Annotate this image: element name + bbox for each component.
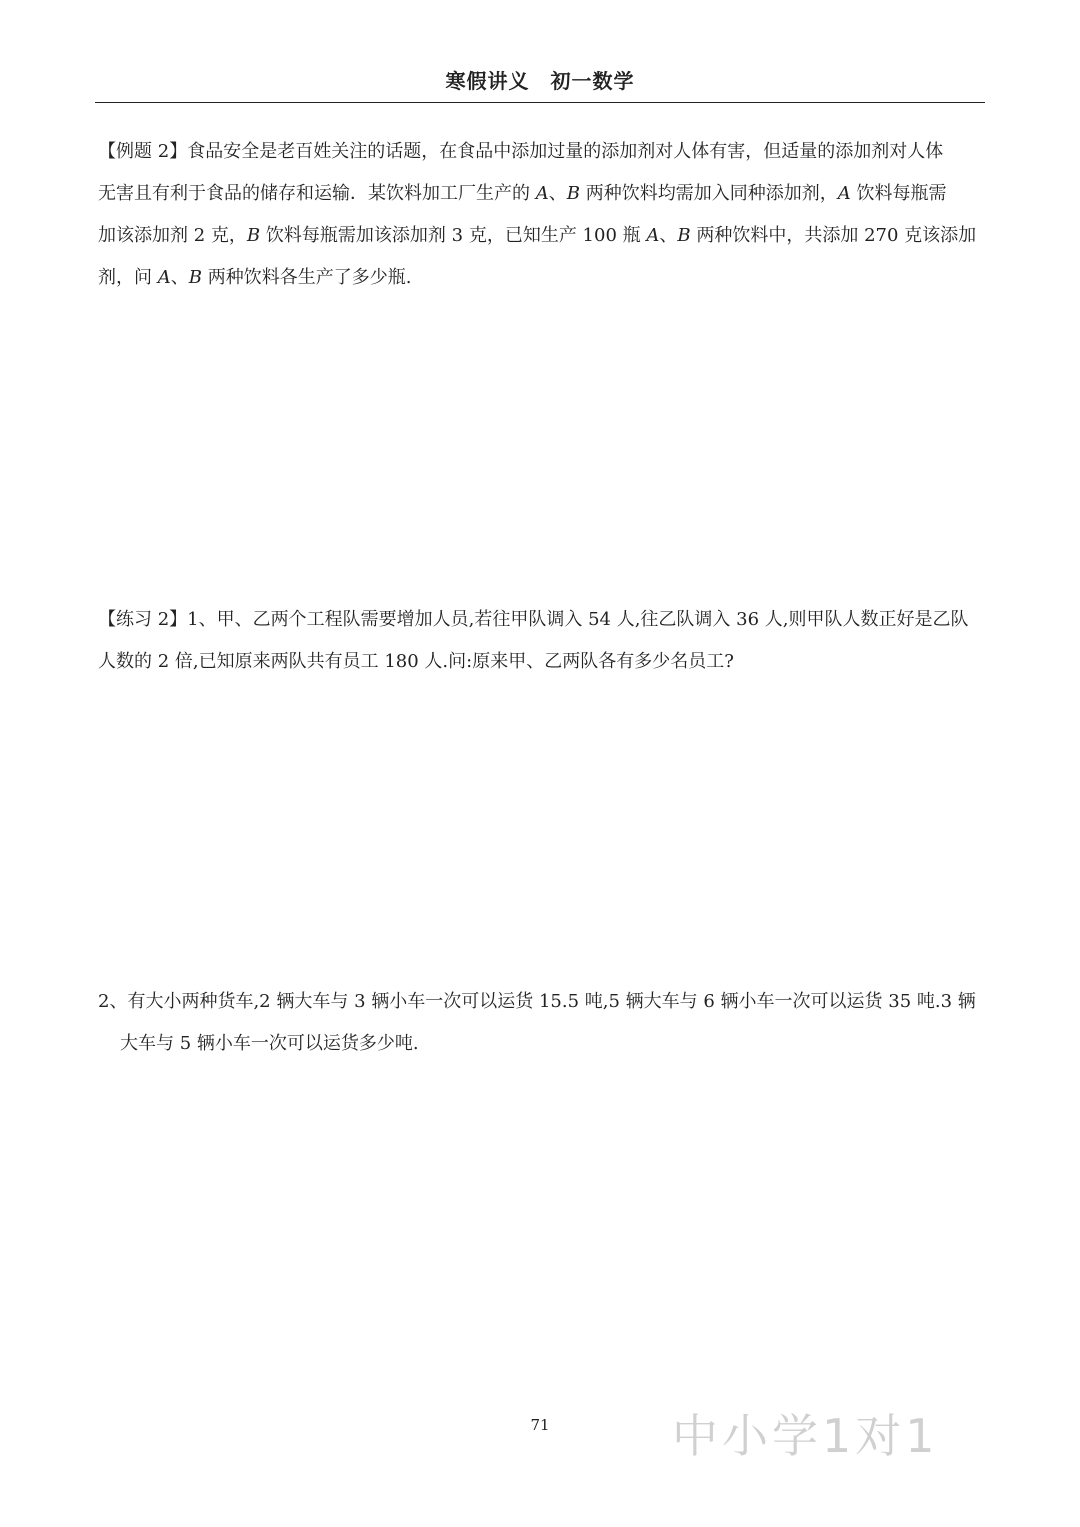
example-2-line-1: 【例题 2】食品安全是老百姓关注的话题，在食品中添加过量的添加剂对人体有害，但适量的添加剂对人体 xyxy=(98,141,944,162)
example-2-line-3: 加该添加剂 2 克，B 饮料每瓶需加该添加剂 3 克，已知生产 100 瓶 A、B 两种饮料中，共添加 270 克该添加 xyxy=(98,225,977,246)
example-2-line-4: 剂，问 A、B 两种饮料各生产了多少瓶. xyxy=(98,267,412,288)
practice-2-q1-line-2: 人数的 2 倍,已知原来两队共有员工 180 人.问:原来甲、乙两队各有多少名员工? xyxy=(98,651,734,672)
page-number: 71 xyxy=(530,1416,550,1434)
watermark: 中小学1对1 xyxy=(672,1409,939,1463)
example-2-problem xyxy=(98,131,984,299)
page-title: 寒假讲义 初一数学 xyxy=(445,69,635,93)
practice-2-question-2 xyxy=(98,981,984,1065)
example-2-line-2: 无害且有利于食品的储存和运输．某饮料加工厂生产的 A、B 两种饮料均需加入同种添加剂，A 饮料每瓶需 xyxy=(98,183,947,204)
practice-2-q1-line-1: 【练习 2】1、甲、乙两个工程队需要增加人员,若往甲队调入 54 人,往乙队调入 36 人,则甲队人数正好是乙队 xyxy=(98,609,969,630)
practice-2-q2-line-1: 2、有大小两种货车,2 辆大车与 3 辆小车一次可以运货 15.5 吨,5 辆大车与 6 辆小车一次可以运货 35 吨.3 辆 xyxy=(98,991,976,1012)
practice-2-question-1 xyxy=(98,599,984,683)
practice-2-q2-line-2: 大车与 5 辆小车一次可以运货多少吨. xyxy=(120,1033,419,1054)
page-header xyxy=(95,64,985,103)
